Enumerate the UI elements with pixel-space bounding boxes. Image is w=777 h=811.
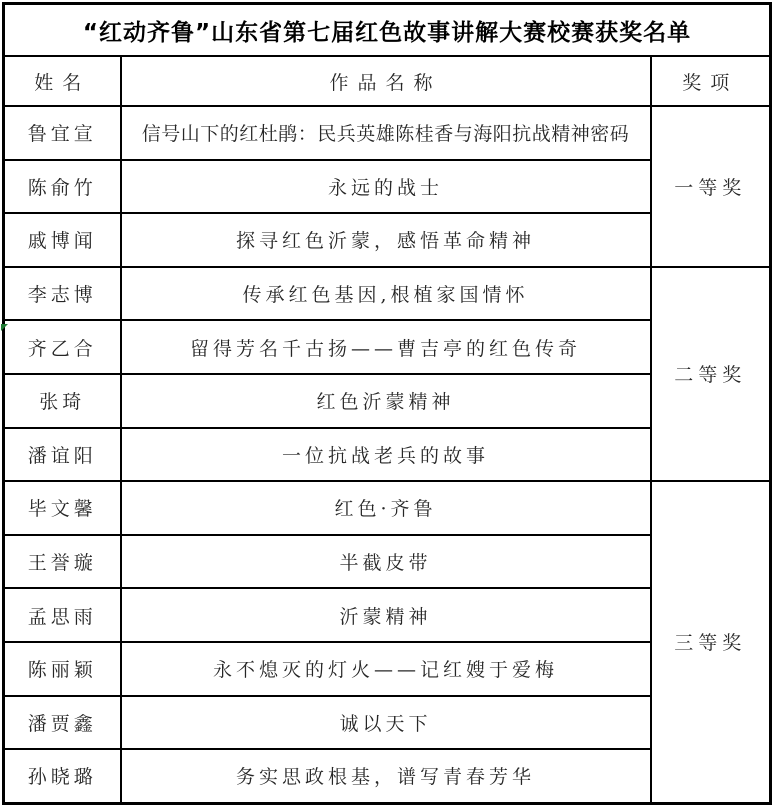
table-row: [4, 481, 771, 535]
work-cell: 一位抗战老兵的故事: [121, 428, 651, 482]
award-cell-second-prize: 二等奖: [651, 267, 771, 481]
name-cell: 王誉璇: [4, 535, 121, 589]
name-cell: 李志博: [4, 267, 121, 321]
column-header-name: 姓名: [4, 56, 121, 106]
name-cell: 潘贾鑫: [4, 696, 121, 750]
column-header-award: 奖项: [651, 56, 771, 106]
work-cell: 红色·齐鲁: [121, 481, 651, 535]
name-cell: 戚博闻: [4, 213, 121, 267]
work-cell: 永不熄灭的灯火——记红嫂于爱梅: [121, 642, 651, 696]
work-cell: 传承红色基因,根植家国情怀: [121, 267, 651, 321]
title-row: [4, 4, 771, 57]
work-cell: 信号山下的红杜鹃：民兵英雄陈桂香与海阳抗战精神密码: [121, 106, 651, 160]
name-cell: 张琦: [4, 374, 121, 428]
name-cell: 孟思雨: [4, 588, 121, 642]
awards-table: [2, 2, 772, 805]
page-title: “红动齐鲁”山东省第七届红色故事讲解大赛校赛获奖名单: [4, 4, 771, 57]
name-cell: 孙晓璐: [4, 749, 121, 803]
name-cell: 齐乙合: [4, 320, 121, 374]
work-cell: 务实思政根基，谱写青春芳华: [121, 749, 651, 803]
work-cell: 半截皮带: [121, 535, 651, 589]
work-cell: 诚以天下: [121, 696, 651, 750]
work-cell: 永远的战士: [121, 160, 651, 214]
work-cell: 沂蒙精神: [121, 588, 651, 642]
table-row: [4, 106, 771, 160]
column-header-work: 作品名称: [121, 56, 651, 106]
name-cell: 毕文馨: [4, 481, 121, 535]
name-cell: 鲁宜宣: [4, 106, 121, 160]
name-cell: 陈丽颖: [4, 642, 121, 696]
cell-flag-icon: [1, 324, 8, 331]
name-cell: 潘谊阳: [4, 428, 121, 482]
header-row: [4, 56, 771, 106]
table-row: [4, 267, 771, 321]
work-cell: 探寻红色沂蒙，感悟革命精神: [121, 213, 651, 267]
award-cell-third-prize: 三等奖: [651, 481, 771, 803]
work-cell: 红色沂蒙精神: [121, 374, 651, 428]
award-cell-first-prize: 一等奖: [651, 106, 771, 267]
name-cell: 陈俞竹: [4, 160, 121, 214]
work-cell: 留得芳名千古扬——曹吉亭的红色传奇: [121, 320, 651, 374]
